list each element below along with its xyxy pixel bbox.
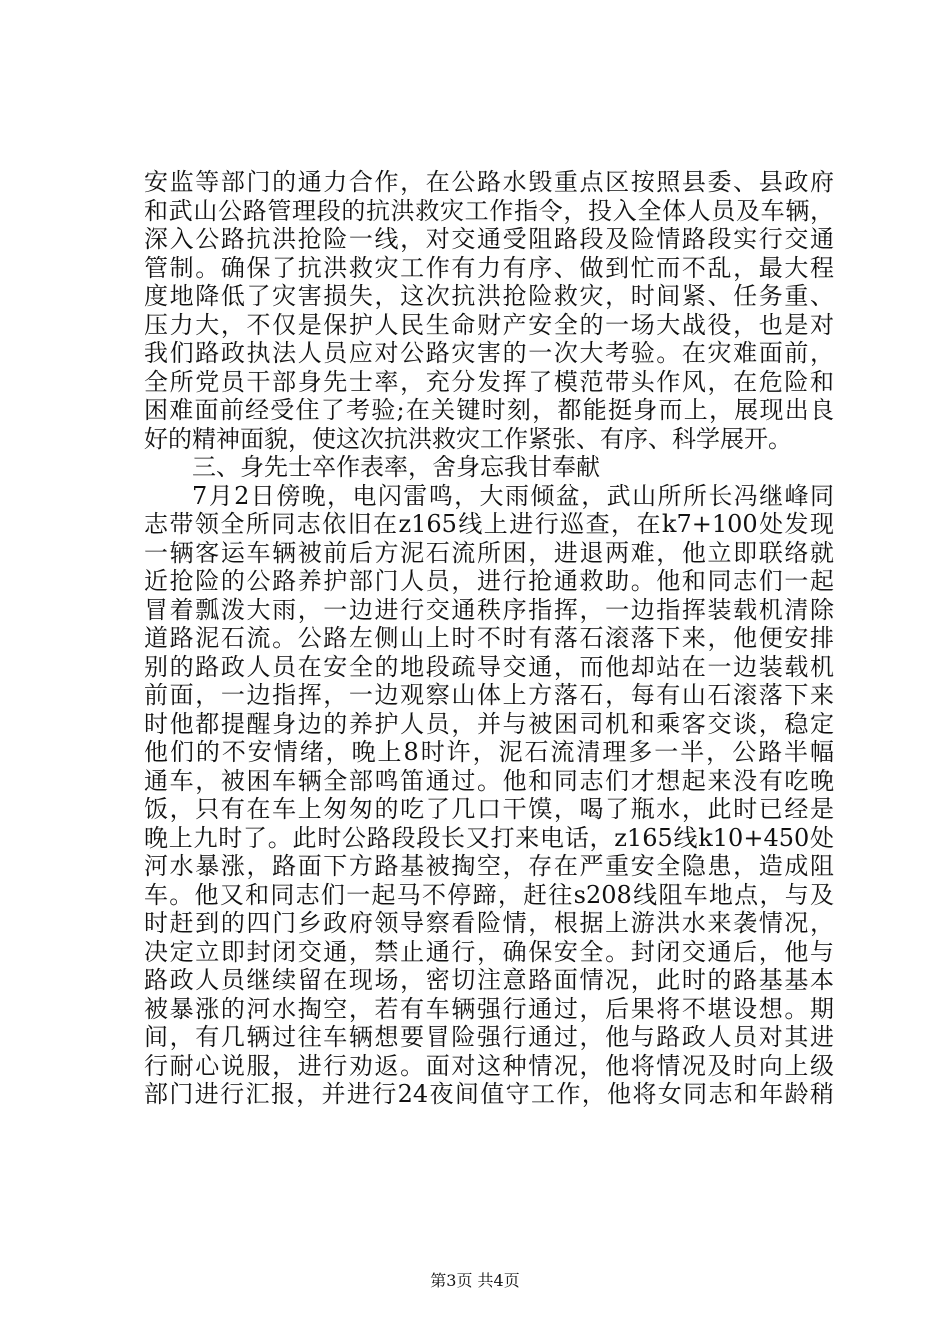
text-line: 和武山公路管理段的抗洪救灾工作指令，投入全体人员及车辆， [144, 196, 834, 225]
paragraph-2 [144, 482, 834, 1109]
text-line: 7月2日傍晚，电闪雷鸣，大雨倾盆，武山所所长冯继峰同 [192, 481, 834, 510]
text-line: 间，有几辆过往车辆想要冒险强行通过，他与路政人员对其进 [144, 1023, 834, 1051]
text-line: 压力大，不仅是保护人民生命财产安全的一场大战役，也是对 [144, 310, 834, 339]
text-line: 全所党员干部身先士率，充分发挥了模范带头作风，在危险和 [144, 367, 834, 396]
text-line: 晚上九时了。此时公路段段长又打来电话，z165线k10+450处 [144, 823, 834, 852]
text-line: 困难面前经受住了考验;在关键时刻，都能挺身而上，展现出良 [144, 396, 834, 424]
text-line: 一辆客运车辆被前后方泥石流所困，进退两难，他立即联络就 [144, 538, 834, 567]
section-heading: 三、身先士卒作表率，舍身忘我甘奉献 [192, 453, 600, 481]
text-line: 行耐心说服，进行劝返。面对这种情况，他将情况及时向上级 [144, 1051, 834, 1080]
text-line: 路政人员继续留在现场，密切注意路面情况，此时的路基基本 [144, 966, 834, 994]
text-line: 度地降低了灾害损失，这次抗洪抢险救灾，时间紧、任务重、 [144, 282, 834, 310]
text-line: 河水暴涨，路面下方路基被掏空，存在严重安全隐患，造成阻 [144, 852, 834, 880]
text-line: 时他都提醒身边的养护人员，并与被困司机和乘客交谈，稳定 [144, 709, 834, 738]
text-line: 别的路政人员在安全的地段疏导交通，而他却站在一边装载机 [144, 652, 834, 681]
text-line: 好的精神面貌，使这次抗洪救灾工作紧张、有序、科学展开。 [144, 424, 792, 453]
text-line: 志带领全所同志依旧在z165线上进行巡查，在k7+100处发现 [144, 510, 834, 538]
text-line: 道路泥石流。公路左侧山上时不时有落石滚落下来，他便安排 [144, 624, 834, 652]
text-line: 深入公路抗洪抢险一线，对交通受阻路段及险情路段实行交通 [144, 225, 834, 253]
text-line: 他们的不安情绪，晚上8时许，泥石流清理多一半，公路半幅 [144, 738, 834, 766]
page-number-footer: 第3页 共4页 [430, 1271, 520, 1290]
text-line: 近抢险的公路养护部门人员，进行抢通救助。他和同志们一起 [144, 567, 834, 595]
paragraph-1 [144, 168, 834, 453]
text-line: 时赶到的四门乡政府领导察看险情，根据上游洪水来袭情况， [144, 909, 834, 937]
text-line: 管制。确保了抗洪救灾工作有力有序、做到忙而不乱，最大程 [144, 253, 834, 282]
text-line: 部门进行汇报，并进行24夜间值守工作，他将女同志和年龄稍 [144, 1080, 834, 1108]
text-line: 我们路政执法人员应对公路灾害的一次大考验。在灾难面前， [144, 339, 834, 367]
text-line: 车。他又和同志们一起马不停蹄，赶往s208线阻车地点，与及 [144, 880, 834, 909]
text-line: 前面，一边指挥，一边观察山体上方落石，每有山石滚落下来 [144, 681, 834, 709]
text-line: 被暴涨的河水掏空，若有车辆强行通过，后果将不堪设想。期 [144, 994, 834, 1023]
text-line: 安监等部门的通力合作，在公路水毁重点区按照县委、县政府 [144, 168, 834, 196]
text-line: 饭，只有在车上匆匆的吃了几口干馍，喝了瓶水，此时已经是 [144, 795, 834, 823]
document-body [144, 168, 834, 1109]
text-line: 通车，被困车辆全部鸣笛通过。他和同志们才想起来没有吃晚 [144, 766, 834, 795]
text-line: 决定立即封闭交通，禁止通行，确保安全。封闭交通后，他与 [144, 937, 834, 966]
text-line: 冒着瓢泼大雨，一边进行交通秩序指挥，一边指挥装载机清除 [144, 595, 834, 624]
